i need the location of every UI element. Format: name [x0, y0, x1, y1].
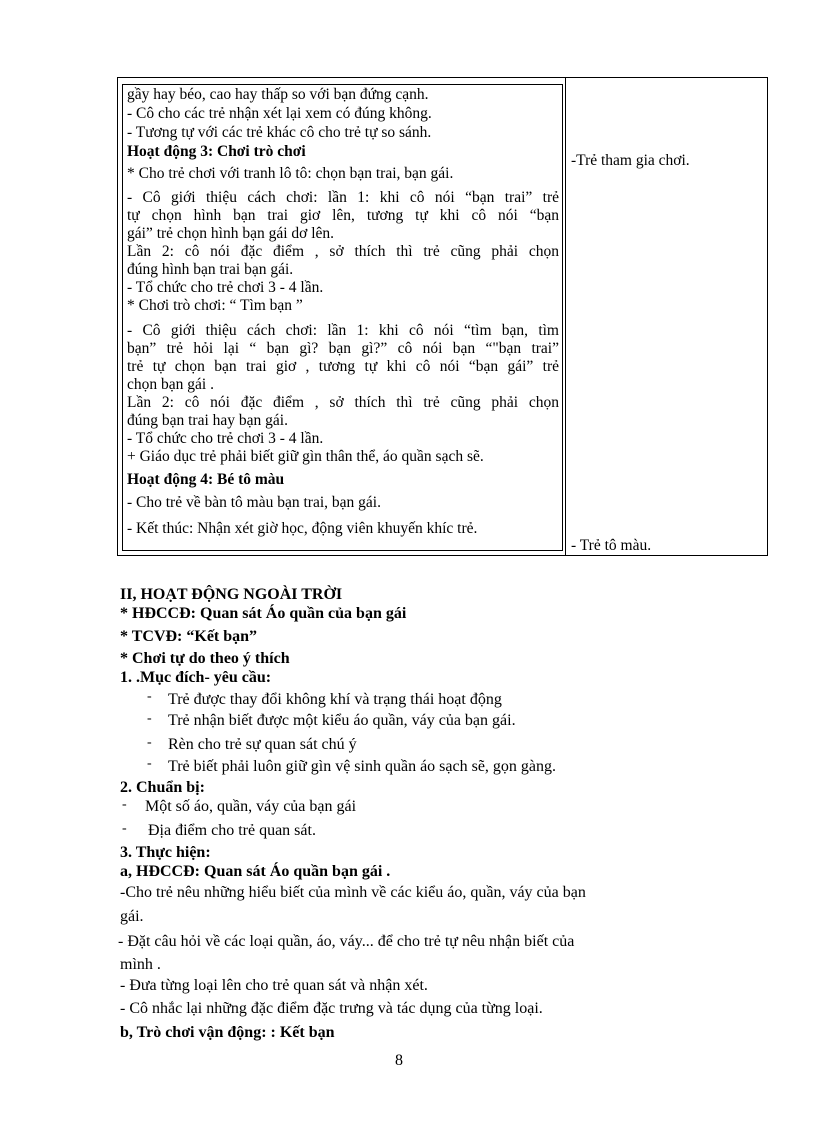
table-line: đúng bạn trai hay bạn gái. [127, 412, 288, 429]
table-line: gầy hay béo, cao hay thấp so với bạn đứng cạnh. [127, 86, 429, 103]
table-line: đúng hình bạn trai bạn gái. [127, 261, 294, 278]
table-line: - Cho trẻ về bàn tô màu bạn trai, bạn gái. [127, 494, 381, 511]
prep-bullet: - [122, 821, 127, 836]
goal-bullet: - [147, 711, 152, 726]
child-activity-play: -Trẻ tham gia chơi. [571, 152, 690, 169]
table-line: - Tổ chức cho trẻ chơi 3 - 4 lần. [127, 430, 324, 447]
goal-item: Trẻ nhận biết được một kiểu áo quần, váy của bạn gái. [168, 712, 516, 729]
goal-item: Trẻ biết phải luôn giữ gìn vệ sinh quần áo sạch sẽ, gọn gàng. [168, 758, 557, 775]
subsection-b-heading: b, Trò chơi vận động: : Kết bạn [120, 1024, 335, 1041]
activity-3-heading: Hoạt động 3: Chơi trò chơi [127, 143, 306, 160]
prep-item: Một số áo, quần, váy của bạn gái [145, 798, 357, 815]
table-line: Lần 2: cô nói đặc điểm , sở thích thì trẻ cũng phải chọn [127, 394, 559, 411]
goal-item: Trẻ được thay đổi không khí và trạng thái hoạt động [168, 691, 502, 708]
table-line: - Cô giới thiệu cách chơi: lần 1: khi cô nói “bạn trai” trẻ [127, 189, 559, 206]
table-line: + Giáo dục trẻ phải biết giữ gìn thân thể, áo quần sạch sẽ. [127, 448, 484, 465]
table-line: - Tổ chức cho trẻ chơi 3 - 4 lần. [127, 279, 324, 296]
activity-table [117, 77, 768, 556]
table-line: tự chọn hình bạn trai giơ lên, tương tự khi cô nói “bạn [127, 207, 559, 224]
game-item: * TCVĐ: “Kết bạn” [120, 628, 258, 645]
table-line: Lần 2: cô nói đặc điểm , sở thích thì trẻ cũng phải chọn [127, 243, 559, 260]
activity-4-heading: Hoạt động 4: Bé tô màu [127, 471, 285, 488]
table-line: bạn” trẻ hỏi lại “ bạn gì? bạn gì?” cô nói bạn “"bạn trai” [127, 340, 559, 357]
paragraph: gái. [120, 908, 144, 925]
paragraph: - Đặt câu hỏi về các loại quần, áo, váy... để cho trẻ tự nêu nhận biết của [118, 933, 575, 950]
subsection-a-heading: a, HĐCCĐ: Quan sát Áo quần bạn gái . [120, 863, 391, 880]
table-line: gái” trẻ chọn hình bạn gái dơ lên. [127, 225, 335, 242]
free-play-item: * Chơi tự do theo ý thích [120, 650, 290, 667]
goals-heading: 1. .Mục đích- yêu cầu: [120, 669, 272, 686]
table-line: - Kết thúc: Nhận xét giờ học, động viên khuyến khíc trẻ. [127, 520, 478, 537]
goal-bullet: - [147, 756, 152, 771]
implementation-heading: 3. Thực hiện: [120, 844, 211, 861]
table-line: trẻ tự chọn bạn trai giơ , tương tự khi cô nói “bạn gái” trẻ [127, 358, 559, 375]
observation-item: * HĐCCĐ: Quan sát Áo quần của bạn gái [120, 605, 407, 622]
table-line: - Cô giới thiệu cách chơi: lần 1: khi cô nói “tìm bạn, tìm [127, 322, 559, 339]
prep-bullet: - [122, 797, 127, 812]
page-number: 8 [395, 1052, 403, 1069]
column-divider [565, 78, 566, 555]
child-activity-color: - Trẻ tô màu. [571, 537, 652, 554]
section-title: II, HOẠT ĐỘNG NGOÀI TRỜI [120, 586, 343, 603]
paragraph: mình . [120, 956, 161, 973]
preparation-heading: 2. Chuẩn bị: [120, 779, 205, 796]
goal-bullet: - [147, 689, 152, 704]
goal-item: Rèn cho trẻ sự quan sát chú ý [168, 736, 357, 753]
paragraph: -Cho trẻ nêu những hiểu biết của mình về các kiểu áo, quần, váy của bạn [120, 884, 586, 901]
teacher-activities-cell [122, 84, 563, 551]
prep-item: Địa điểm cho trẻ quan sát. [148, 822, 316, 839]
paragraph: - Đưa từng loại lên cho trẻ quan sát và nhận xét. [120, 977, 428, 994]
table-line: * Chơi trò chơi: “ Tìm bạn ” [127, 297, 303, 314]
table-line: * Cho trẻ chơi với tranh lô tô: chọn bạn trai, bạn gái. [127, 165, 454, 182]
paragraph: - Cô nhắc lại những đặc điểm đặc trưng và tác dụng của từng loại. [120, 1000, 543, 1017]
table-line: - Cô cho các trẻ nhận xét lại xem có đúng không. [127, 105, 432, 122]
table-line: - Tương tự với các trẻ khác cô cho trẻ tự so sánh. [127, 124, 432, 141]
goal-bullet: - [147, 735, 152, 750]
table-line: chọn bạn gái . [127, 376, 214, 393]
